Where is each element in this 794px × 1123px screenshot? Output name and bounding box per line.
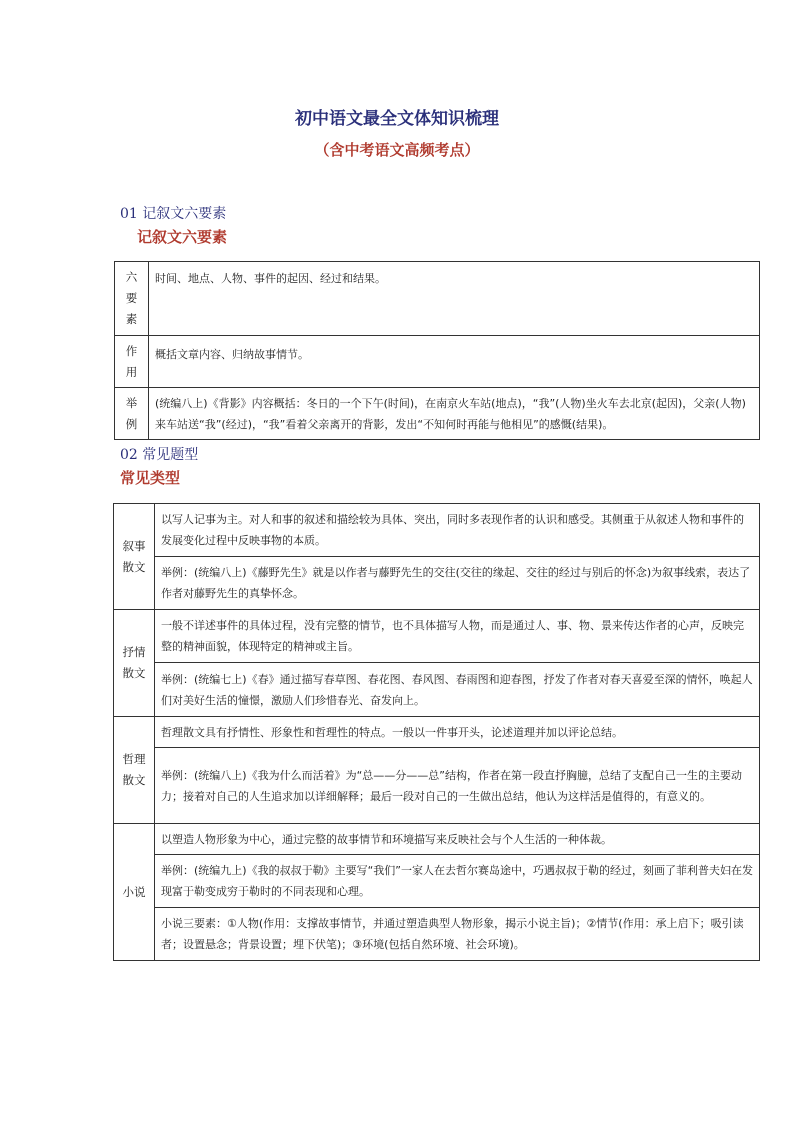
type-example: 举例：(统编八上)《我为什么而活着》为“总——分——总”结构，作者在第一段直抒胸臆，总结了支配自己一生的主要动力；接着对自己的人生追求加以详细解释；最后一段对自己的一生做出总结，他认为这样活是值得的，有意义的。 [155,748,760,824]
row-content: (统编八上)《背影》内容概括：冬日的一个下午(时间)，在南京火车站(地点)，“我”(人物)坐火车去北京(起因)，父亲(人物)来车站送“我”(经过)，“我”看着父亲离开的背影，发出“不知何时再能与他相见”的感慨(结果)。 [149,388,760,440]
type-description: 以写人记事为主。对人和事的叙述和描绘较为具体、突出，同时多表现作者的认识和感受。其侧重于从叙述人物和事件的发展变化过程中反映事物的本质。 [155,504,760,557]
type-example: 举例：(统编八上)《藤野先生》就是以作者与藤野先生的交往(交往的缘起、交往的经过与别后的怀念)为叙事线索，表达了作者对藤野先生的真挚怀念。 [155,557,760,610]
table-row [114,748,760,824]
type-description: 以塑造人物形象为中心，通过完整的故事情节和环境描写来反映社会与个人生活的一种体裁。 [155,824,760,855]
row-label: 六要素 [115,262,149,336]
row-content: 时间、地点、人物、事件的起因、经过和结果。 [149,262,760,336]
type-description: 哲理散文具有抒情性、形象性和哲理性的特点。一般以一件事开头，论述道理并加以评论总结。 [155,717,760,748]
section-subheading: 记叙文六要素 [137,228,228,246]
table-row [114,504,760,557]
section-subheading: 常见类型 [120,469,181,487]
type-label: 抒情散文 [114,610,155,717]
type-label: 小说 [114,824,155,961]
table-row [115,388,760,440]
table-row [115,262,760,336]
type-label: 叙事散文 [114,504,155,610]
elements-table [114,261,760,440]
table-row [114,717,760,748]
types-table [113,503,760,961]
row-content: 概括文章内容、归纳故事情节。 [149,336,760,388]
type-example: 举例：(统编七上)《春》通过描写春草图、春花图、春风图、春雨图和迎春图，抒发了作者对春天喜爱至深的情怀，唤起人们对美好生活的憧憬，激励人们珍惜春光、奋发向上。 [155,663,760,717]
row-label: 举例 [115,388,149,440]
table-row [114,557,760,610]
table-row [115,336,760,388]
type-elements: 小说三要素：①人物(作用：支撑故事情节，并通过塑造典型人物形象，揭示小说主旨)；②情节(作用：承上启下；吸引读者；设置悬念；背景设置；埋下伏笔)；③环境(包括自然环境、社会环境)。 [155,908,760,961]
table-row [114,908,760,961]
table-row [114,824,760,855]
type-example: 举例：(统编九上)《我的叔叔于勒》主要写“我们”一家人在去哲尔赛岛途中，巧遇叔叔于勒的经过，刻画了菲利普夫妇在发现富于勒变成穷于勒时的不同表现和心理。 [155,855,760,908]
document-title: 初中语文最全文体知识梳理 [295,109,499,129]
type-label: 哲理散文 [114,717,155,824]
row-label: 作用 [115,336,149,388]
document-subtitle: （含中考语文高频考点） [314,141,480,159]
section-heading: 02 常见题型 [120,447,199,463]
table-row [114,610,760,663]
section-heading: 01 记叙文六要素 [120,206,227,222]
table-row [114,663,760,717]
type-description: 一般不详述事件的具体过程，没有完整的情节，也不具体描写人物，而是通过人、事、物、景来传达作者的心声，反映完整的精神面貌，体现特定的精神或主旨。 [155,610,760,663]
table-row [114,855,760,908]
